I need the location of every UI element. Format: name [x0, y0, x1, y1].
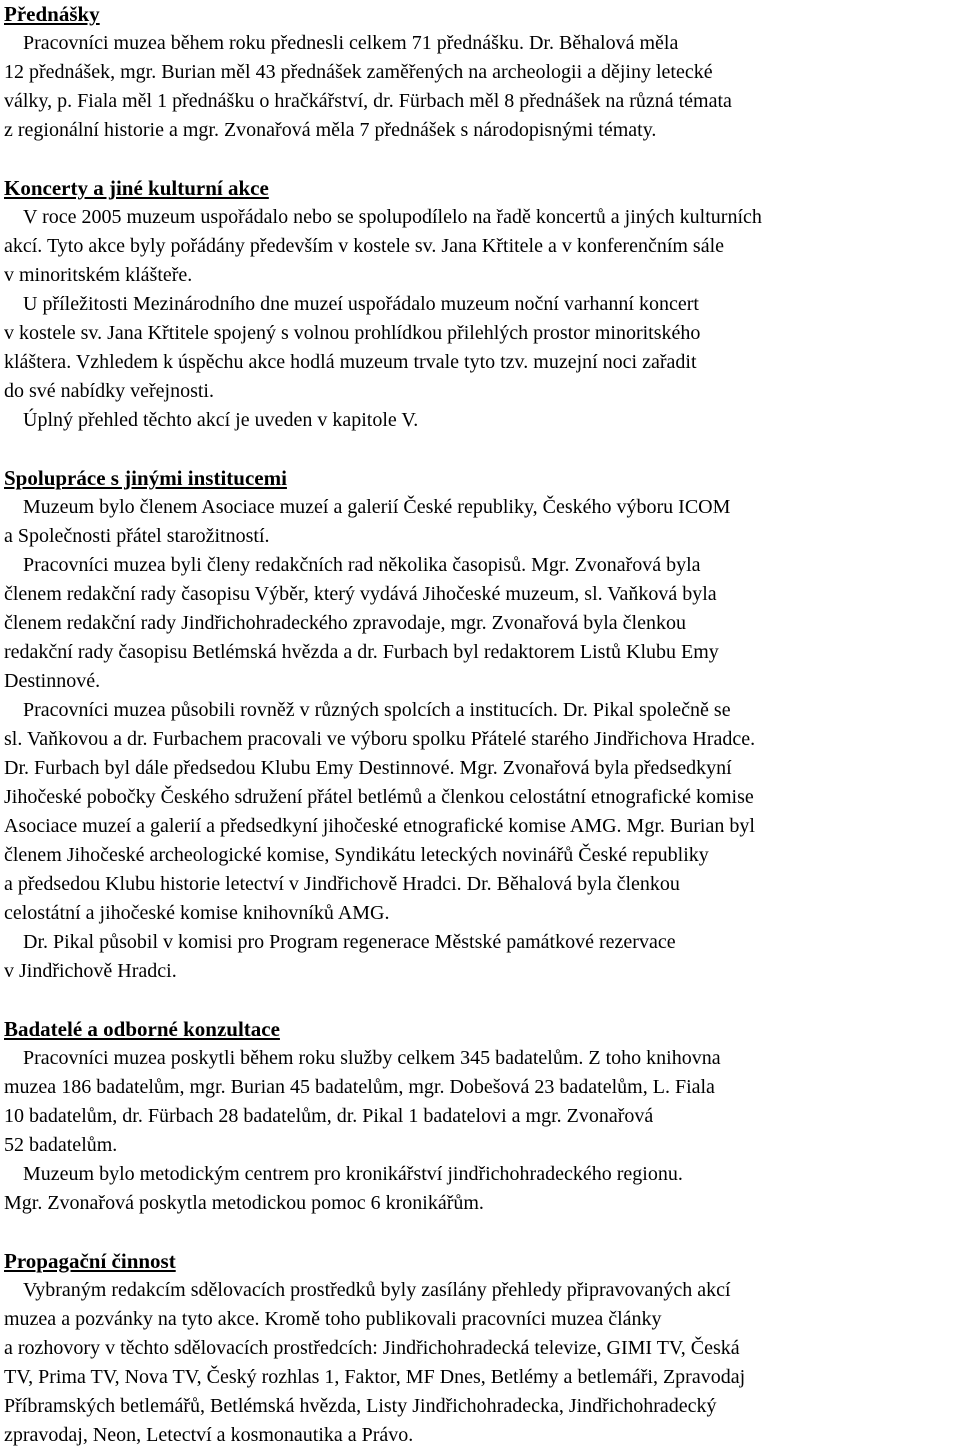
text-line: Muzeum bylo metodickým centrem pro kronikářství jindřichohradeckého regionu. — [23, 1163, 683, 1185]
paragraph — [4, 203, 956, 290]
text-line: U příležitosti Mezinárodního dne muzeí uspořádalo muzeum noční varhanní koncert — [23, 293, 699, 315]
section-spacer — [4, 986, 956, 1015]
text-line: Jihočeské pobočky Českého sdružení přátel betlémů a členkou celostátní etnografické komise — [4, 786, 754, 808]
text-line: Dr. Pikal působil v komisi pro Program regenerace Městské památkové rezervace — [23, 931, 676, 953]
text-line: a předsedou Klubu historie letectví v Jindřichově Hradci. Dr. Běhalová byla členkou — [4, 873, 680, 895]
section-spacer — [4, 145, 956, 174]
text-line: zpravodaj, Neon, Letectví a kosmonautika a Právo. — [4, 1424, 414, 1446]
paragraph — [4, 1276, 956, 1450]
text-line: Pracovníci muzea poskytli během roku služby celkem 345 badatelům. Z toho knihovna — [23, 1047, 721, 1069]
document-section — [4, 464, 956, 986]
paragraph — [4, 29, 956, 145]
paragraph — [4, 290, 956, 406]
text-line: z regionální historie a mgr. Zvonařová měla 7 přednášek s národopisnými tématy. — [4, 119, 657, 141]
text-line: a rozhovory v těchto sdělovacích prostředcích: Jindřichohradecká televize, GIMI TV, Česká — [4, 1337, 740, 1359]
text-line: Destinnové. — [4, 670, 101, 692]
text-line: 10 badatelům, dr. Fürbach 28 badatelům, dr. Pikal 1 badatelovi a mgr. Zvonařová — [4, 1105, 654, 1127]
section-heading: Badatelé a odborné konzultace — [4, 1017, 280, 1041]
section-heading: Spolupráce s jinými institucemi — [4, 466, 287, 490]
text-line: kláštera. Vzhledem k úspěchu akce hodlá muzeum trvale tyto tzv. muzejní noci zařadit — [4, 351, 697, 373]
document-section — [4, 0, 956, 145]
text-line: v kostele sv. Jana Křtitele spojený s volnou prohlídkou přilehlých prostor minoritského — [4, 322, 701, 344]
paragraph — [4, 1044, 956, 1160]
text-line: Mgr. Zvonařová poskytla metodickou pomoc 6 kronikářům. — [4, 1192, 484, 1214]
section-heading: Propagační činnost — [4, 1249, 176, 1273]
paragraph — [4, 928, 956, 986]
text-line: členem redakční rady časopisu Výběr, který vydává Jihočeské muzeum, sl. Vaňková byla — [4, 583, 717, 605]
text-line: TV, Prima TV, Nova TV, Český rozhlas 1, Faktor, MF Dnes, Betlémy a betlemáři, Zpravodaj — [4, 1366, 746, 1388]
text-line: do své nabídky veřejnosti. — [4, 380, 214, 402]
section-heading: Přednášky — [4, 2, 100, 26]
text-line: muzea a pozvánky na tyto akce. Kromě toho publikovali pracovníci muzea články — [4, 1308, 662, 1330]
text-line: celostátní a jihočeské komise knihovníků AMG. — [4, 902, 390, 924]
section-spacer — [4, 1218, 956, 1247]
text-line: Asociace muzeí a galerií a předsedkyní jihočeské etnografické komise AMG. Mgr. Burian byl — [4, 815, 755, 837]
paragraph — [4, 551, 956, 696]
text-line: Dr. Furbach byl dále předsedou Klubu Emy Destinnové. Mgr. Zvonařová byla předsedkyní — [4, 757, 732, 779]
text-line: redakční rady časopisu Betlémská hvězda a dr. Furbach byl redaktorem Listů Klubu Emy — [4, 641, 719, 663]
text-line: členem redakční rady Jindřichohradeckého zpravodaje, mgr. Zvonařová byla členkou — [4, 612, 686, 634]
text-line: Pracovníci muzea během roku přednesli celkem 71 přednášku. Dr. Běhalová měla — [23, 32, 679, 54]
text-line: války, p. Fiala měl 1 přednášku o hračkářství, dr. Fürbach měl 8 přednášek na různá témata — [4, 90, 732, 112]
text-line: V roce 2005 muzeum uspořádalo nebo se spolupodílelo na řadě koncertů a jiných kulturních — [23, 206, 762, 228]
text-line: Muzeum bylo členem Asociace muzeí a galerií České republiky, Českého výboru ICOM — [23, 496, 731, 518]
text-line: 52 badatelům. — [4, 1134, 118, 1156]
document-section — [4, 174, 956, 435]
text-line: akcí. Tyto akce byly pořádány především v kostele sv. Jana Křtitele a v konferenčním sále — [4, 235, 725, 257]
paragraph — [4, 493, 956, 551]
text-line: Pracovníci muzea byli členy redakčních rad několika časopisů. Mgr. Zvonařová byla — [23, 554, 701, 576]
text-line: sl. Vaňkovou a dr. Furbachem pracovali ve výboru spolku Přátelé starého Jindřichova Hradce. — [4, 728, 756, 750]
text-line: v Jindřichově Hradci. — [4, 960, 177, 982]
document-section — [4, 1015, 956, 1218]
paragraph — [4, 696, 956, 928]
text-line: Úplný přehled těchto akcí je uveden v kapitole V. — [23, 409, 419, 431]
text-line: Pracovníci muzea působili rovněž v různých spolcích a institucích. Dr. Pikal společně se — [23, 699, 731, 721]
text-line: členem Jihočeské archeologické komise, Syndikátu leteckých novinářů České republiky — [4, 844, 709, 866]
text-line: 12 přednášek, mgr. Burian měl 43 přednášek zaměřených na archeologii a dějiny letecké — [4, 61, 713, 83]
text-line: Vybraným redakcím sdělovacích prostředků byly zasílány přehledy připravovaných akcí — [23, 1279, 731, 1301]
paragraph — [4, 406, 956, 435]
text-line: muzea 186 badatelům, mgr. Burian 45 badatelům, mgr. Dobešová 23 badatelům, L. Fiala — [4, 1076, 715, 1098]
section-heading: Koncerty a jiné kulturní akce — [4, 176, 269, 200]
section-spacer — [4, 435, 956, 464]
document-section — [4, 1247, 956, 1450]
text-line: a Společnosti přátel starožitností. — [4, 525, 270, 547]
text-line: Příbramských betlemářů, Betlémská hvězda, Listy Jindřichohradecka, Jindřichohradecký — [4, 1395, 717, 1417]
text-line: v minoritském klášteře. — [4, 264, 193, 286]
paragraph — [4, 1160, 956, 1218]
